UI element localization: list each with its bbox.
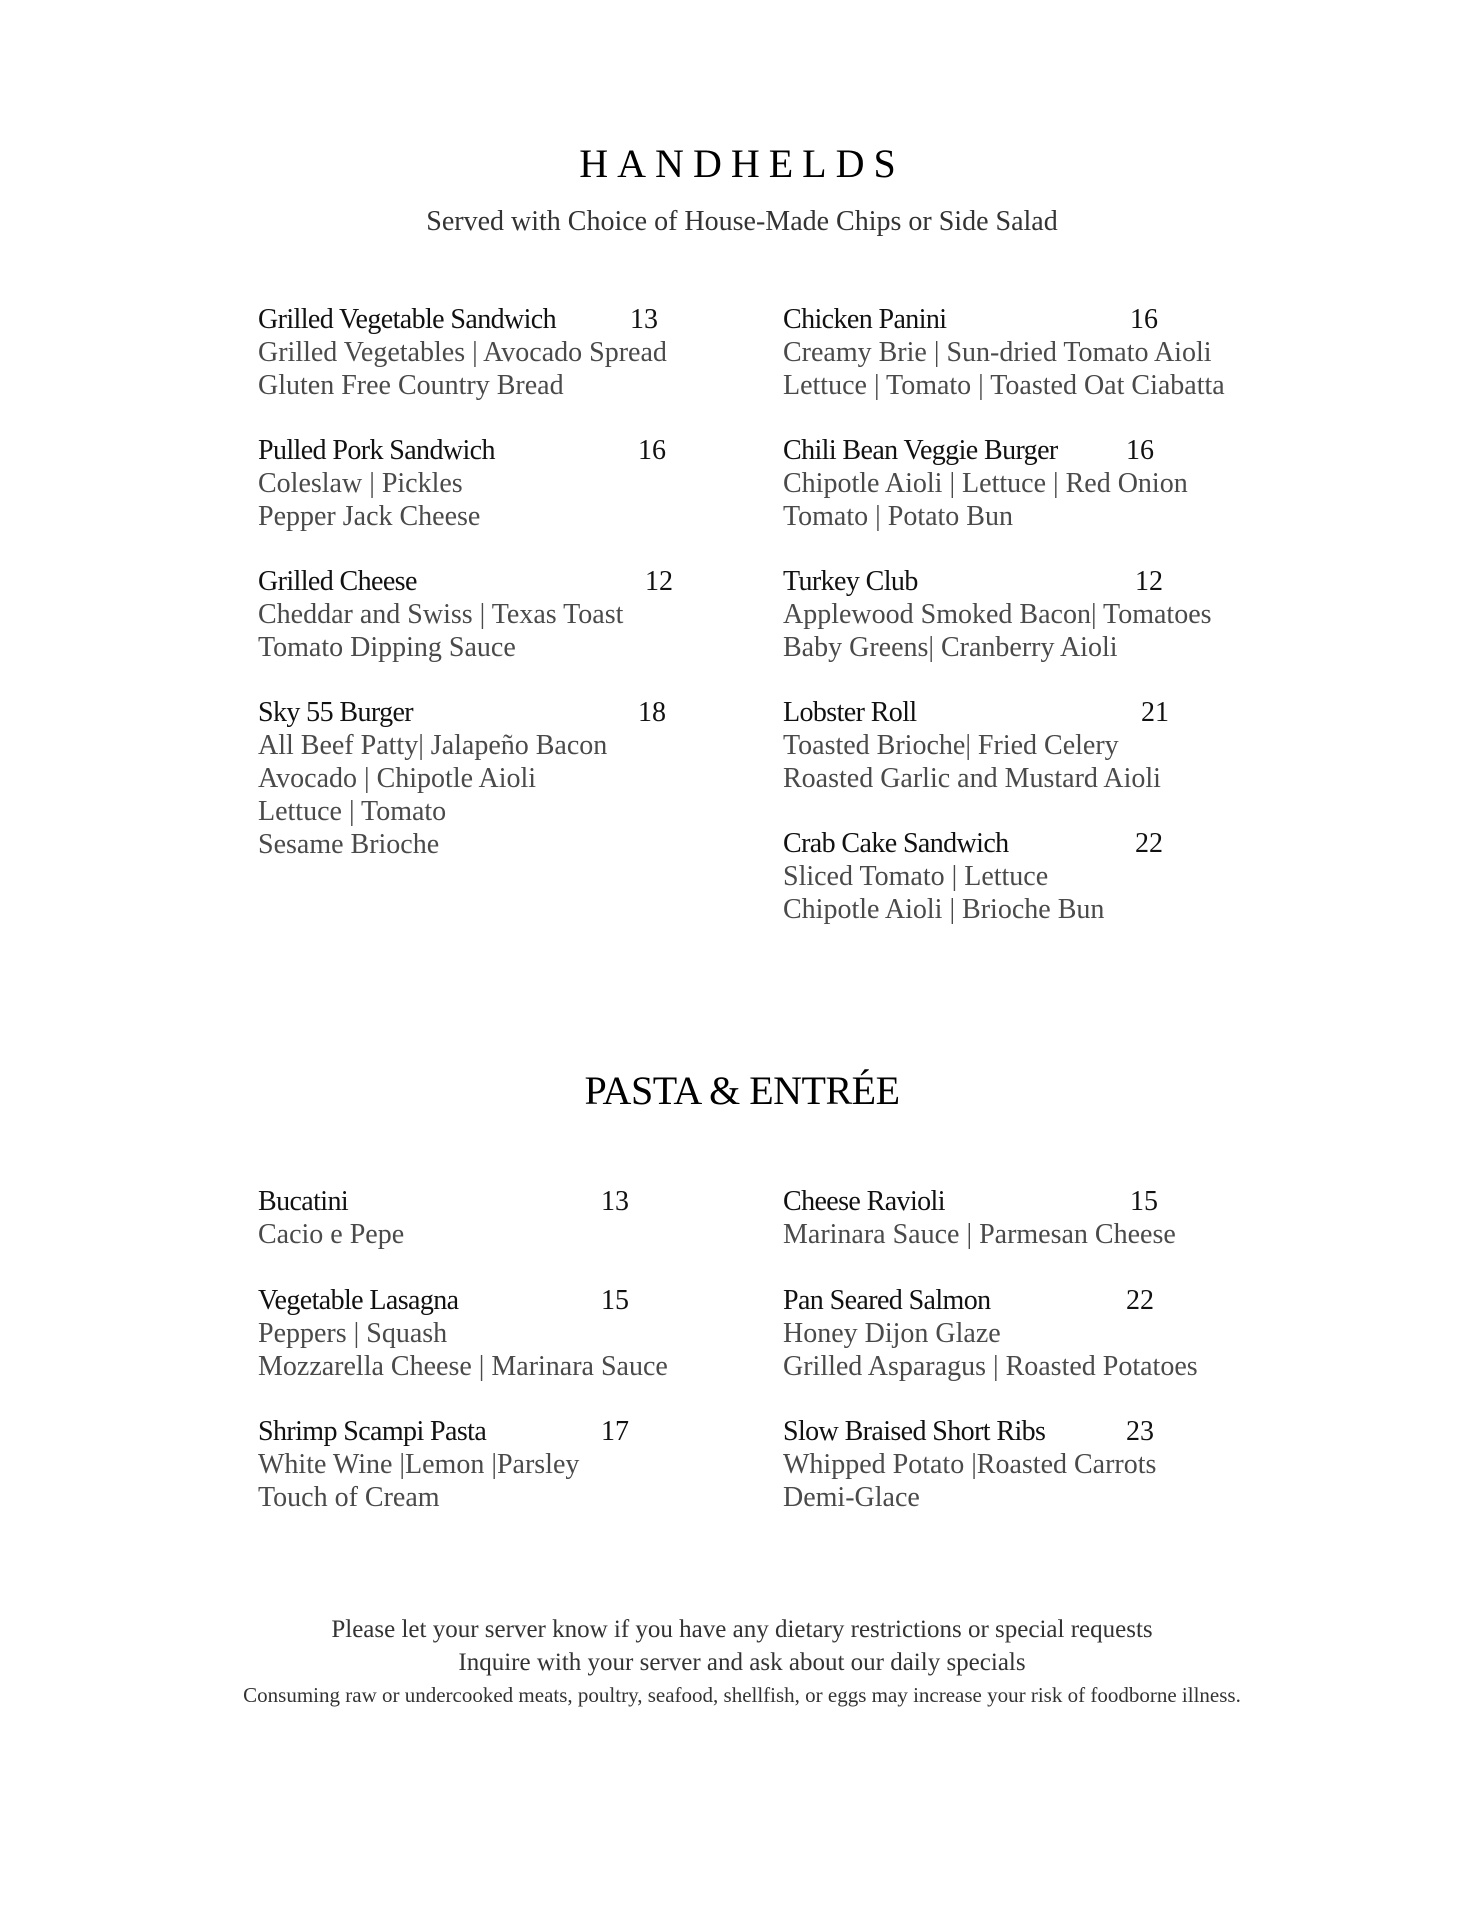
item-desc: Lettuce | Tomato | Toasted Oat Ciabatta [783,370,1225,401]
item-desc: Tomato | Potato Bun [783,501,1013,532]
item-desc: Lettuce | Tomato [258,796,447,827]
footer-dietary-note: Please let your server know if you have any dietary restrictions or special requests [331,1616,1153,1643]
item-desc: Grilled Vegetables | Avocado Spread [258,337,667,368]
item-desc: Sesame Brioche [258,829,440,860]
item-desc: Peppers | Squash [258,1318,448,1349]
item-desc: Pepper Jack Cheese [258,501,481,532]
item-desc: Sliced Tomato | Lettuce [783,861,1049,892]
menu-item [258,1415,629,1514]
item-desc: Creamy Brie | Sun-dried Tomato Aioli [783,337,1212,368]
menu-item [258,434,666,533]
item-desc: Demi-Glace [783,1482,920,1513]
item-name: Cheese Ravioli [783,1186,945,1217]
menu-item [783,827,1163,926]
item-desc: Touch of Cream [258,1482,440,1513]
menu-item [783,1284,1198,1383]
menu-item [783,696,1169,795]
menu-item [258,696,666,861]
item-name: Sky 55 Burger [258,697,414,728]
item-name: Pulled Pork Sandwich [258,435,495,466]
item-desc: Tomato Dipping Sauce [258,632,516,663]
menu-item [258,565,673,664]
menu-item [258,1185,629,1251]
handhelds-subtitle: Served with Choice of House-Made Chips or Side Salad [426,206,1058,237]
item-price: 15 [601,1285,629,1316]
item-name: Chili Bean Veggie Burger [783,435,1058,466]
item-price: 12 [645,566,673,597]
item-price: 12 [1135,566,1163,597]
menu-item [258,303,667,402]
item-name: Slow Braised Short Ribs [783,1416,1046,1447]
item-desc: Cheddar and Swiss | Texas Toast [258,599,624,630]
item-price: 17 [601,1416,629,1447]
item-price: 22 [1126,1285,1154,1316]
item-desc: Honey Dijon Glaze [783,1318,1001,1349]
item-price: 16 [638,435,666,466]
item-price: 13 [630,304,658,335]
menu-item [783,1185,1176,1251]
menu-item [783,303,1225,402]
item-desc: Marinara Sauce | Parmesan Cheese [783,1219,1176,1250]
item-desc: Avocado | Chipotle Aioli [258,763,537,794]
footer-food-safety-warning: Consuming raw or undercooked meats, poultry, seafood, shellfish, or eggs may increase your risk of foodborne illness. [243,1683,1241,1707]
item-desc: Chipotle Aioli | Brioche Bun [783,894,1105,925]
item-desc: Gluten Free Country Bread [258,370,564,401]
item-price: 18 [638,697,666,728]
item-name: Bucatini [258,1186,349,1217]
item-name: Pan Seared Salmon [783,1285,991,1316]
item-price: 23 [1126,1416,1154,1447]
item-price: 22 [1135,828,1163,859]
item-desc: Coleslaw | Pickles [258,468,463,499]
handhelds-title: HANDHELDS [579,141,905,186]
item-desc: Chipotle Aioli | Lettuce | Red Onion [783,468,1188,499]
item-desc: Grilled Asparagus | Roasted Potatoes [783,1351,1198,1382]
item-desc: Applewood Smoked Bacon| Tomatoes [783,599,1212,630]
item-name: Crab Cake Sandwich [783,828,1009,859]
item-price: 21 [1141,697,1169,728]
menu-item [783,565,1212,664]
pasta-title: PASTA & ENTRÉE [584,1068,900,1113]
item-name: Grilled Vegetable Sandwich [258,304,557,335]
item-desc: Roasted Garlic and Mustard Aioli [783,763,1161,794]
item-name: Shrimp Scampi Pasta [258,1416,487,1447]
menu-item [783,434,1188,533]
item-desc: All Beef Patty| Jalapeño Bacon [258,730,608,761]
item-name: Lobster Roll [783,697,917,728]
menu-item [258,1284,668,1383]
item-desc: Cacio e Pepe [258,1219,405,1250]
item-desc: Whipped Potato |Roasted Carrots [783,1449,1157,1480]
item-price: 15 [1130,1186,1158,1217]
item-name: Turkey Club [783,566,918,597]
item-desc: Mozzarella Cheese | Marinara Sauce [258,1351,668,1382]
item-price: 16 [1126,435,1154,466]
item-desc: Toasted Brioche| Fried Celery [783,730,1119,761]
menu-item [783,1415,1156,1514]
item-desc: White Wine |Lemon |Parsley [258,1449,580,1480]
item-price: 13 [601,1186,629,1217]
item-desc: Baby Greens| Cranberry Aioli [783,632,1118,663]
item-price: 16 [1130,304,1158,335]
item-name: Vegetable Lasagna [258,1285,459,1316]
footer-specials-note: Inquire with your server and ask about our daily specials [458,1649,1026,1676]
item-name: Grilled Cheese [258,566,417,597]
item-name: Chicken Panini [783,304,947,335]
